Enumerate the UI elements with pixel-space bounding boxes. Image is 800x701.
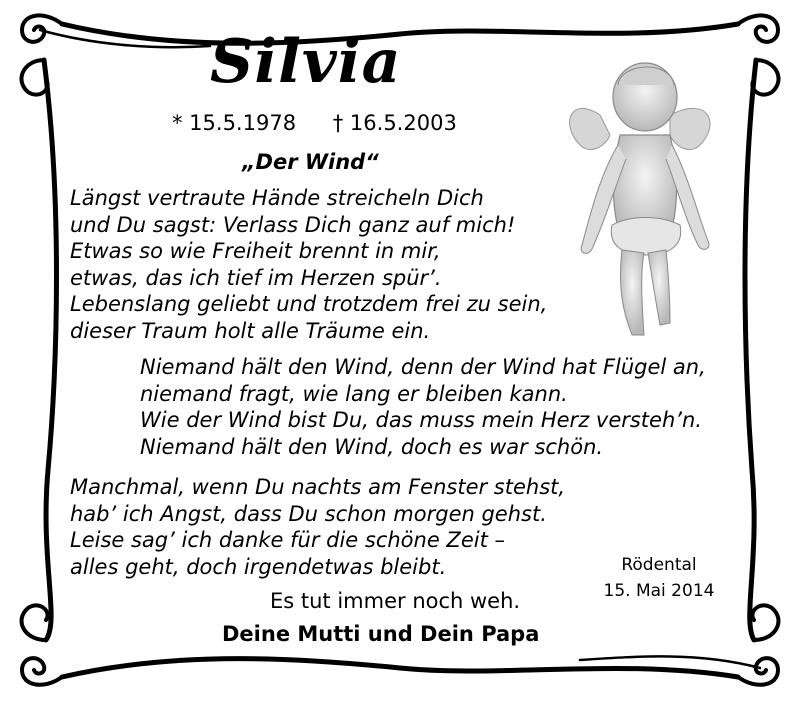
- place: Rödental: [621, 555, 697, 575]
- poem-line: Leise sag’ ich danke für die schöne Zeit –: [70, 528, 505, 552]
- closing-line: Es tut immer noch weh.: [270, 589, 521, 613]
- poem-line: Niemand hält den Wind, denn der Wind hat Flügel an,: [140, 355, 706, 379]
- poem-line: niemand fragt, wie lang er bleiben kann.: [140, 381, 568, 406]
- poem-line: etwas, das ich tief im Herzen spür’.: [70, 265, 442, 290]
- poem-title: „Der Wind“: [242, 150, 379, 174]
- poem-line: hab’ ich Angst, dass Du schon morgen gehst.: [70, 501, 547, 526]
- poem-line: alles geht, doch irgendetwas bleibt.: [70, 554, 447, 579]
- poem-line: Etwas so wie Freiheit brennt in mir,: [70, 239, 441, 263]
- poem-line: Manchmal, wenn Du nachts am Fenster stehst,: [70, 475, 566, 499]
- poem-line: Längst vertraute Hände streicheln Dich: [70, 186, 484, 210]
- poem-line: Lebenslang geliebt und trotzdem frei zu sein,: [70, 292, 548, 316]
- poem-stanza-3: [70, 474, 565, 580]
- cherub-angel-image: [560, 55, 720, 355]
- life-dates: [172, 113, 457, 134]
- deceased-name: Silvia: [210, 27, 402, 97]
- poem-stanza-2: [140, 354, 706, 460]
- signature: Deine Mutti und Dein Papa: [222, 622, 540, 646]
- poem-line: Niemand hält den Wind, doch es war schön.: [140, 434, 604, 459]
- poem-line: Wie der Wind bist Du, das muss mein Herz versteh’n.: [140, 408, 702, 432]
- poem-stanza-1: [70, 185, 547, 344]
- birth-date: * 15.5.1978: [172, 111, 297, 135]
- poem-line: dieser Traum holt alle Träume ein.: [70, 318, 431, 343]
- date: 15. Mai 2014: [603, 581, 715, 601]
- poem-line: und Du sagst: Verlass Dich ganz auf mich!: [70, 212, 516, 237]
- death-date: † 16.5.2003: [332, 111, 457, 135]
- place-and-date: [595, 552, 723, 604]
